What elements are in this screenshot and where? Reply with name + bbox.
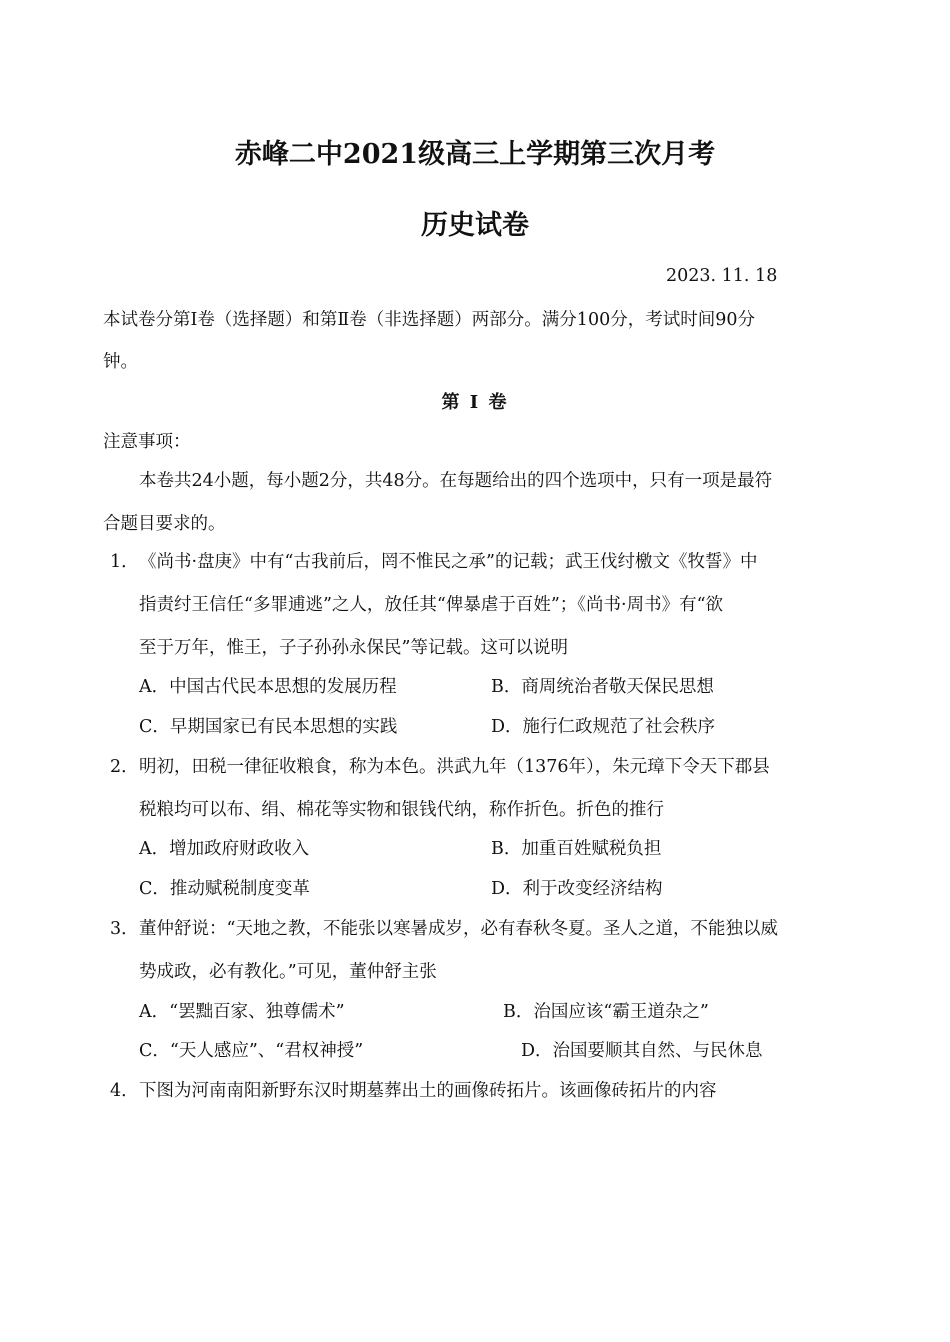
option-key: D． — [491, 879, 523, 899]
question-text-line: 指责纣王信任“多罪逋逃”之人，放任其“俾暴虐于百姓”；《尚书·周书》有“欲 — [139, 595, 724, 615]
option-key: D． — [491, 717, 523, 737]
section-heading: 第 Ⅰ 卷 — [441, 392, 509, 413]
option-text: 治国应该“霸王道杂之” — [533, 1002, 709, 1022]
option-b — [491, 835, 661, 860]
option-text: 治国要顺其自然、与民休息 — [552, 1041, 763, 1061]
intro-line-1: 本试卷分第Ⅰ卷（选择题）和第Ⅱ卷（非选择题）两部分。满分100分，考试时间90分 — [103, 310, 755, 330]
question-number: 3． — [110, 919, 139, 939]
option-c — [139, 1037, 363, 1062]
option-text: 增加政府财政收入 — [169, 839, 310, 859]
option-text: 商周统治者敬天保民思想 — [521, 677, 714, 697]
question-text-line: 税粮均可以布、绢、棉花等实物和银钱代纳，称作折色。折色的推行 — [139, 800, 664, 820]
option-b — [503, 998, 709, 1023]
option-c — [139, 875, 310, 900]
option-key: B． — [491, 677, 522, 697]
option-a — [139, 835, 309, 860]
option-a — [139, 673, 397, 698]
option-key: B． — [503, 1002, 534, 1022]
option-text: 加重百姓赋税负担 — [521, 839, 662, 859]
question-text-line: 《尚书·盘庚》中有“古我前后，罔不惟民之承”的记载；武王伐纣檄文《牧誓》中 — [139, 552, 758, 572]
option-key: B． — [491, 839, 522, 859]
option-key: C． — [139, 717, 170, 737]
option-key: A． — [139, 839, 170, 859]
option-key: C． — [139, 879, 170, 899]
option-text: 早期国家已有民本思想的实践 — [169, 717, 398, 737]
question-number: 1． — [110, 552, 139, 572]
question-text-line: 董仲舒说：“天地之教，不能张以寒暑成岁，必有春秋冬夏。圣人之道，不能独以威 — [139, 919, 778, 939]
option-text: 中国古代民本思想的发展历程 — [169, 677, 397, 697]
option-text: “罢黜百家、独尊儒术” — [169, 1002, 345, 1022]
option-key: A． — [139, 1002, 170, 1022]
notice-line-2: 合题目要求的。 — [103, 514, 226, 534]
intro-line-2: 钟。 — [103, 352, 138, 372]
option-key: A． — [139, 677, 170, 697]
option-key: D． — [521, 1041, 553, 1061]
option-b — [491, 673, 714, 698]
option-a — [139, 998, 345, 1023]
exam-subject-title: 历史试卷 — [421, 210, 529, 241]
option-d — [521, 1037, 763, 1062]
option-text: 推动赋税制度变革 — [169, 879, 310, 899]
option-text: “天人感应”、“君权神授” — [169, 1041, 364, 1061]
question-text-line: 下图为河南南阳新野东汉时期墓葬出土的画像砖拓片。该画像砖拓片的内容 — [139, 1081, 717, 1101]
option-key: C． — [139, 1041, 170, 1061]
question-number: 2． — [110, 757, 139, 777]
notice-line-1: 本卷共24小题，每小题2分，共48分。在每题给出的四个选项中，只有一项是最符 — [139, 471, 773, 491]
question-text-line: 势成政，必有教化。”可见，董仲舒主张 — [139, 962, 437, 982]
option-c — [139, 713, 397, 738]
option-d — [491, 713, 715, 738]
question-text-line: 明初，田税一律征收粮食，称为本色。洪武九年（1376年），朱元璋下令天下郡县 — [139, 757, 770, 777]
notice-label: 注意事项： — [103, 432, 191, 452]
exam-title: 赤峰二中2021级高三上学期第三次月考 — [234, 139, 716, 170]
option-text: 利于改变经济结构 — [522, 879, 663, 899]
question-text-line: 至于万年，惟王，子子孙孙永保民”等记载。这可以说明 — [139, 638, 568, 658]
option-d — [491, 875, 663, 900]
question-number: 4． — [110, 1081, 139, 1101]
exam-date: 2023. 11. 18 — [666, 266, 778, 286]
option-text: 施行仁政规范了社会秩序 — [522, 717, 716, 737]
